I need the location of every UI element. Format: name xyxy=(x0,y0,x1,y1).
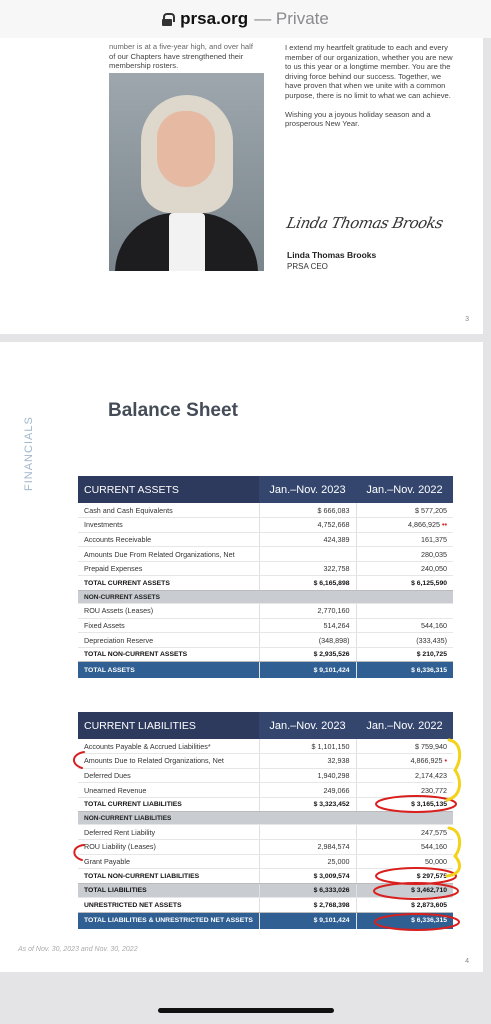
table-cell: CURRENT ASSETS xyxy=(78,476,259,503)
table-cell: $ 210,725 xyxy=(356,647,453,662)
assets-header-row xyxy=(78,476,453,503)
table-cell: $ 6,165,898 xyxy=(259,576,356,591)
document-page-4 xyxy=(0,342,483,972)
total-row xyxy=(78,576,453,591)
table-cell: ROU Liability (Leases) xyxy=(78,840,259,855)
table-cell: $ 2,935,526 xyxy=(259,647,356,662)
table-cell: $ 3,009,574 xyxy=(259,869,356,884)
table-cell xyxy=(356,812,453,825)
liabilities-header-row xyxy=(78,712,453,739)
table-cell: Deferred Dues xyxy=(78,768,259,783)
total-liabilities-row xyxy=(78,883,453,898)
table-cell xyxy=(259,591,356,604)
table-cell: (333,435) xyxy=(356,633,453,648)
table-row xyxy=(78,739,453,754)
footnote: As of Nov. 30, 2023 and Nov. 30, 2022 xyxy=(18,946,138,953)
table-cell: Jan.–Nov. 2023 xyxy=(259,712,356,739)
table-cell: $ 666,083 xyxy=(259,503,356,518)
section-side-label: FINANCIALS xyxy=(23,416,35,491)
table-cell: Accounts Payable & Accrued Liabilities* xyxy=(78,739,259,754)
table-cell: 544,160 xyxy=(356,840,453,855)
table-cell: $ 1,101,150 xyxy=(259,739,356,754)
table-row xyxy=(78,604,453,619)
table-cell: 280,035 xyxy=(356,547,453,562)
letter-paragraph-2: Wishing you a joyous holiday season and a prosperous New Year. xyxy=(285,109,431,129)
total-row xyxy=(78,869,453,884)
subsection-row xyxy=(78,812,453,825)
table-cell: NON-CURRENT LIABILITIES xyxy=(78,812,259,825)
signer-name: Linda Thomas Brooks xyxy=(287,250,377,260)
table-cell: 4,866,925 •• xyxy=(356,518,453,533)
table-cell: 544,160 xyxy=(356,618,453,633)
table-cell: 32,938 xyxy=(259,754,356,769)
table-cell: $ 6,333,026 xyxy=(259,883,356,898)
table-cell: $ 9,101,424 xyxy=(259,913,356,929)
table-cell xyxy=(259,547,356,562)
table-cell: 514,264 xyxy=(259,618,356,633)
table-cell: 2,770,160 xyxy=(259,604,356,619)
table-cell: Fixed Assets xyxy=(78,618,259,633)
table-cell: 230,772 xyxy=(356,783,453,798)
table-cell: $ 3,323,452 xyxy=(259,797,356,812)
home-indicator[interactable] xyxy=(158,1008,334,1013)
letter-paragraph-1: I extend my heartfelt gratitude to each and every member of our organization, whether you are new to us this year or a longtime member. You are the driving force behind our success. Together, we have proven that when we unite with a common purpose, there is no limit to what we can achieve. xyxy=(285,43,453,100)
liabilities-table xyxy=(78,712,453,929)
table-row xyxy=(78,768,453,783)
table-cell: $ 3,462,710 xyxy=(356,883,453,898)
grand-total-row xyxy=(78,662,453,678)
table-cell: 249,066 xyxy=(259,783,356,798)
table-cell: 25,000 xyxy=(259,854,356,869)
table-cell: 4,866,925 • xyxy=(356,754,453,769)
table-row xyxy=(78,503,453,518)
table-cell: 240,050 xyxy=(356,561,453,576)
table-cell: Jan.–Nov. 2022 xyxy=(356,476,453,503)
table-cell: Depreciation Reserve xyxy=(78,633,259,648)
table-cell: ROU Assets (Leases) xyxy=(78,604,259,619)
table-cell: 1,940,298 xyxy=(259,768,356,783)
letter-text xyxy=(285,43,455,138)
table-cell xyxy=(356,604,453,619)
page-title: Balance Sheet xyxy=(108,400,238,421)
table-cell: Amounts Due to Related Organizations, Net xyxy=(78,754,259,769)
page-number: 3 xyxy=(465,316,469,323)
table-cell: TOTAL NON-CURRENT ASSETS xyxy=(78,647,259,662)
table-cell: Grant Payable xyxy=(78,854,259,869)
table-cell: TOTAL LIABILITIES & UNRESTRICTED NET ASSETS xyxy=(78,913,259,929)
table-cell: $ 6,125,590 xyxy=(356,576,453,591)
table-cell: CURRENT LIABILITIES xyxy=(78,712,259,739)
table-cell: TOTAL NON-CURRENT LIABILITIES xyxy=(78,869,259,884)
table-cell: $ 297,575 xyxy=(356,869,453,884)
table-cell: $ 577,205 xyxy=(356,503,453,518)
table-cell: 161,375 xyxy=(356,532,453,547)
table-cell: TOTAL LIABILITIES xyxy=(78,883,259,898)
subsection-row xyxy=(78,591,453,604)
total-row xyxy=(78,647,453,662)
table-cell: 247,575 xyxy=(356,825,453,840)
table-row xyxy=(78,840,453,855)
table-cell: Accounts Receivable xyxy=(78,532,259,547)
table-cell: Amounts Due From Related Organizations, Net xyxy=(78,547,259,562)
table-cell: Cash and Cash Equivalents xyxy=(78,503,259,518)
table-cell: 424,389 xyxy=(259,532,356,547)
table-row xyxy=(78,825,453,840)
table-row xyxy=(78,518,453,533)
table-cell: 2,174,423 xyxy=(356,768,453,783)
table-cell: Prepaid Expenses xyxy=(78,561,259,576)
table-row xyxy=(78,532,453,547)
handwritten-signature: Linda Thomas Brooks xyxy=(285,214,445,232)
table-cell: Deferred Rent Liability xyxy=(78,825,259,840)
table-row xyxy=(78,547,453,562)
browser-address-bar[interactable] xyxy=(0,0,491,38)
table-cell: Investments xyxy=(78,518,259,533)
table-row xyxy=(78,783,453,798)
document-page-3 xyxy=(0,38,483,334)
lock-icon xyxy=(162,13,172,26)
table-cell: Jan.–Nov. 2022 xyxy=(356,712,453,739)
table-cell xyxy=(356,591,453,604)
table-cell: $ 9,101,424 xyxy=(259,662,356,678)
total-row xyxy=(78,898,453,913)
table-cell: Unearned Revenue xyxy=(78,783,259,798)
assets-table xyxy=(78,476,453,678)
table-cell: $ 759,940 xyxy=(356,739,453,754)
table-cell: (348,898) xyxy=(259,633,356,648)
table-cell: 4,752,668 xyxy=(259,518,356,533)
page-number: 4 xyxy=(465,958,469,965)
table-row xyxy=(78,633,453,648)
ceo-portrait-photo xyxy=(109,73,264,271)
signer-title: PRSA CEO xyxy=(287,262,328,271)
table-row xyxy=(78,561,453,576)
table-cell: 50,000 xyxy=(356,854,453,869)
table-cell xyxy=(259,825,356,840)
table-cell: $ 6,336,315 xyxy=(356,662,453,678)
domain-text: prsa.org xyxy=(180,9,249,28)
table-cell: TOTAL CURRENT ASSETS xyxy=(78,576,259,591)
private-mode-label: — Private xyxy=(254,9,329,28)
table-cell: UNRESTRICTED NET ASSETS xyxy=(78,898,259,913)
table-cell: $ 2,873,605 xyxy=(356,898,453,913)
table-row xyxy=(78,854,453,869)
table-cell: 322,758 xyxy=(259,561,356,576)
table-cell xyxy=(259,812,356,825)
table-row xyxy=(78,754,453,769)
grand-total-row xyxy=(78,913,453,929)
table-cell: $ 6,336,315 xyxy=(356,913,453,929)
table-cell: $ 3,165,135 xyxy=(356,797,453,812)
total-row xyxy=(78,797,453,812)
table-cell: NON-CURRENT ASSETS xyxy=(78,591,259,604)
table-cell: Jan.–Nov. 2023 xyxy=(259,476,356,503)
table-cell: 2,984,574 xyxy=(259,840,356,855)
intro-text-fragment: number is at a five-year high, and over half of our Chapters have strengthened their membership rosters. xyxy=(109,42,253,70)
table-row xyxy=(78,618,453,633)
table-cell: $ 2,768,398 xyxy=(259,898,356,913)
table-cell: TOTAL ASSETS xyxy=(78,662,259,678)
table-cell: TOTAL CURRENT LIABILITIES xyxy=(78,797,259,812)
